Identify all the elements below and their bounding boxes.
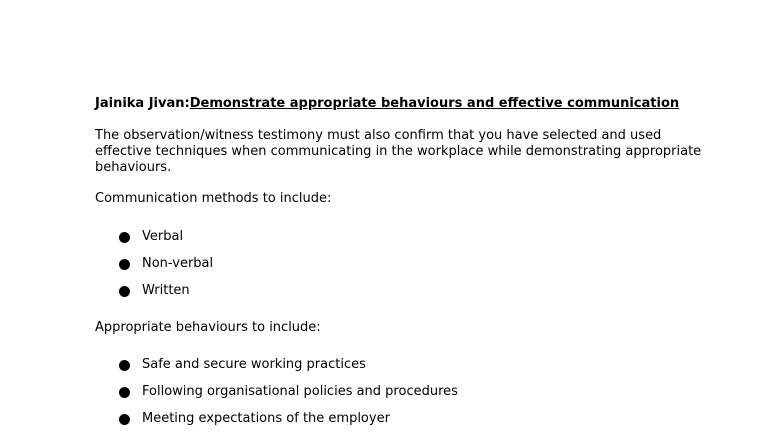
bullet-icon — [119, 232, 130, 243]
bullet-icon — [119, 259, 130, 270]
document-page — [95, 96, 705, 438]
communication-methods-label: Communication methods to include: — [95, 191, 332, 206]
bullet-icon — [119, 414, 130, 425]
document-heading — [95, 96, 705, 112]
list-item — [95, 256, 705, 283]
intro-paragraph: The observation/witness testimony must also confirm that you have selected and used effective techniques when communicating in the workplace while demonstrating appropriate behaviours. — [95, 128, 702, 175]
list-item-label: Safe and secure working practices — [142, 357, 366, 372]
communication-methods-list — [95, 229, 705, 310]
list-item — [95, 357, 705, 384]
list-item-label: Following organisational policies and procedures — [142, 384, 458, 399]
heading-title: Demonstrate appropriate behaviours and effective communication — [189, 96, 680, 111]
list-item-label: Written — [142, 283, 190, 298]
list-item — [95, 283, 705, 310]
list-item — [95, 384, 705, 411]
list-item-label: Verbal — [142, 229, 184, 244]
bullet-icon — [119, 387, 130, 398]
list-item-label: Non-verbal — [142, 256, 214, 271]
bullet-icon — [119, 286, 130, 297]
list-item-label: Meeting expectations of the employer — [142, 411, 390, 426]
heading-name: Jainika Jivan: — [95, 96, 190, 111]
list-item — [95, 411, 705, 438]
bullet-icon — [119, 360, 130, 371]
behaviours-label: Appropriate behaviours to include: — [95, 320, 321, 335]
list-item — [95, 229, 705, 256]
behaviours-list — [95, 357, 705, 438]
